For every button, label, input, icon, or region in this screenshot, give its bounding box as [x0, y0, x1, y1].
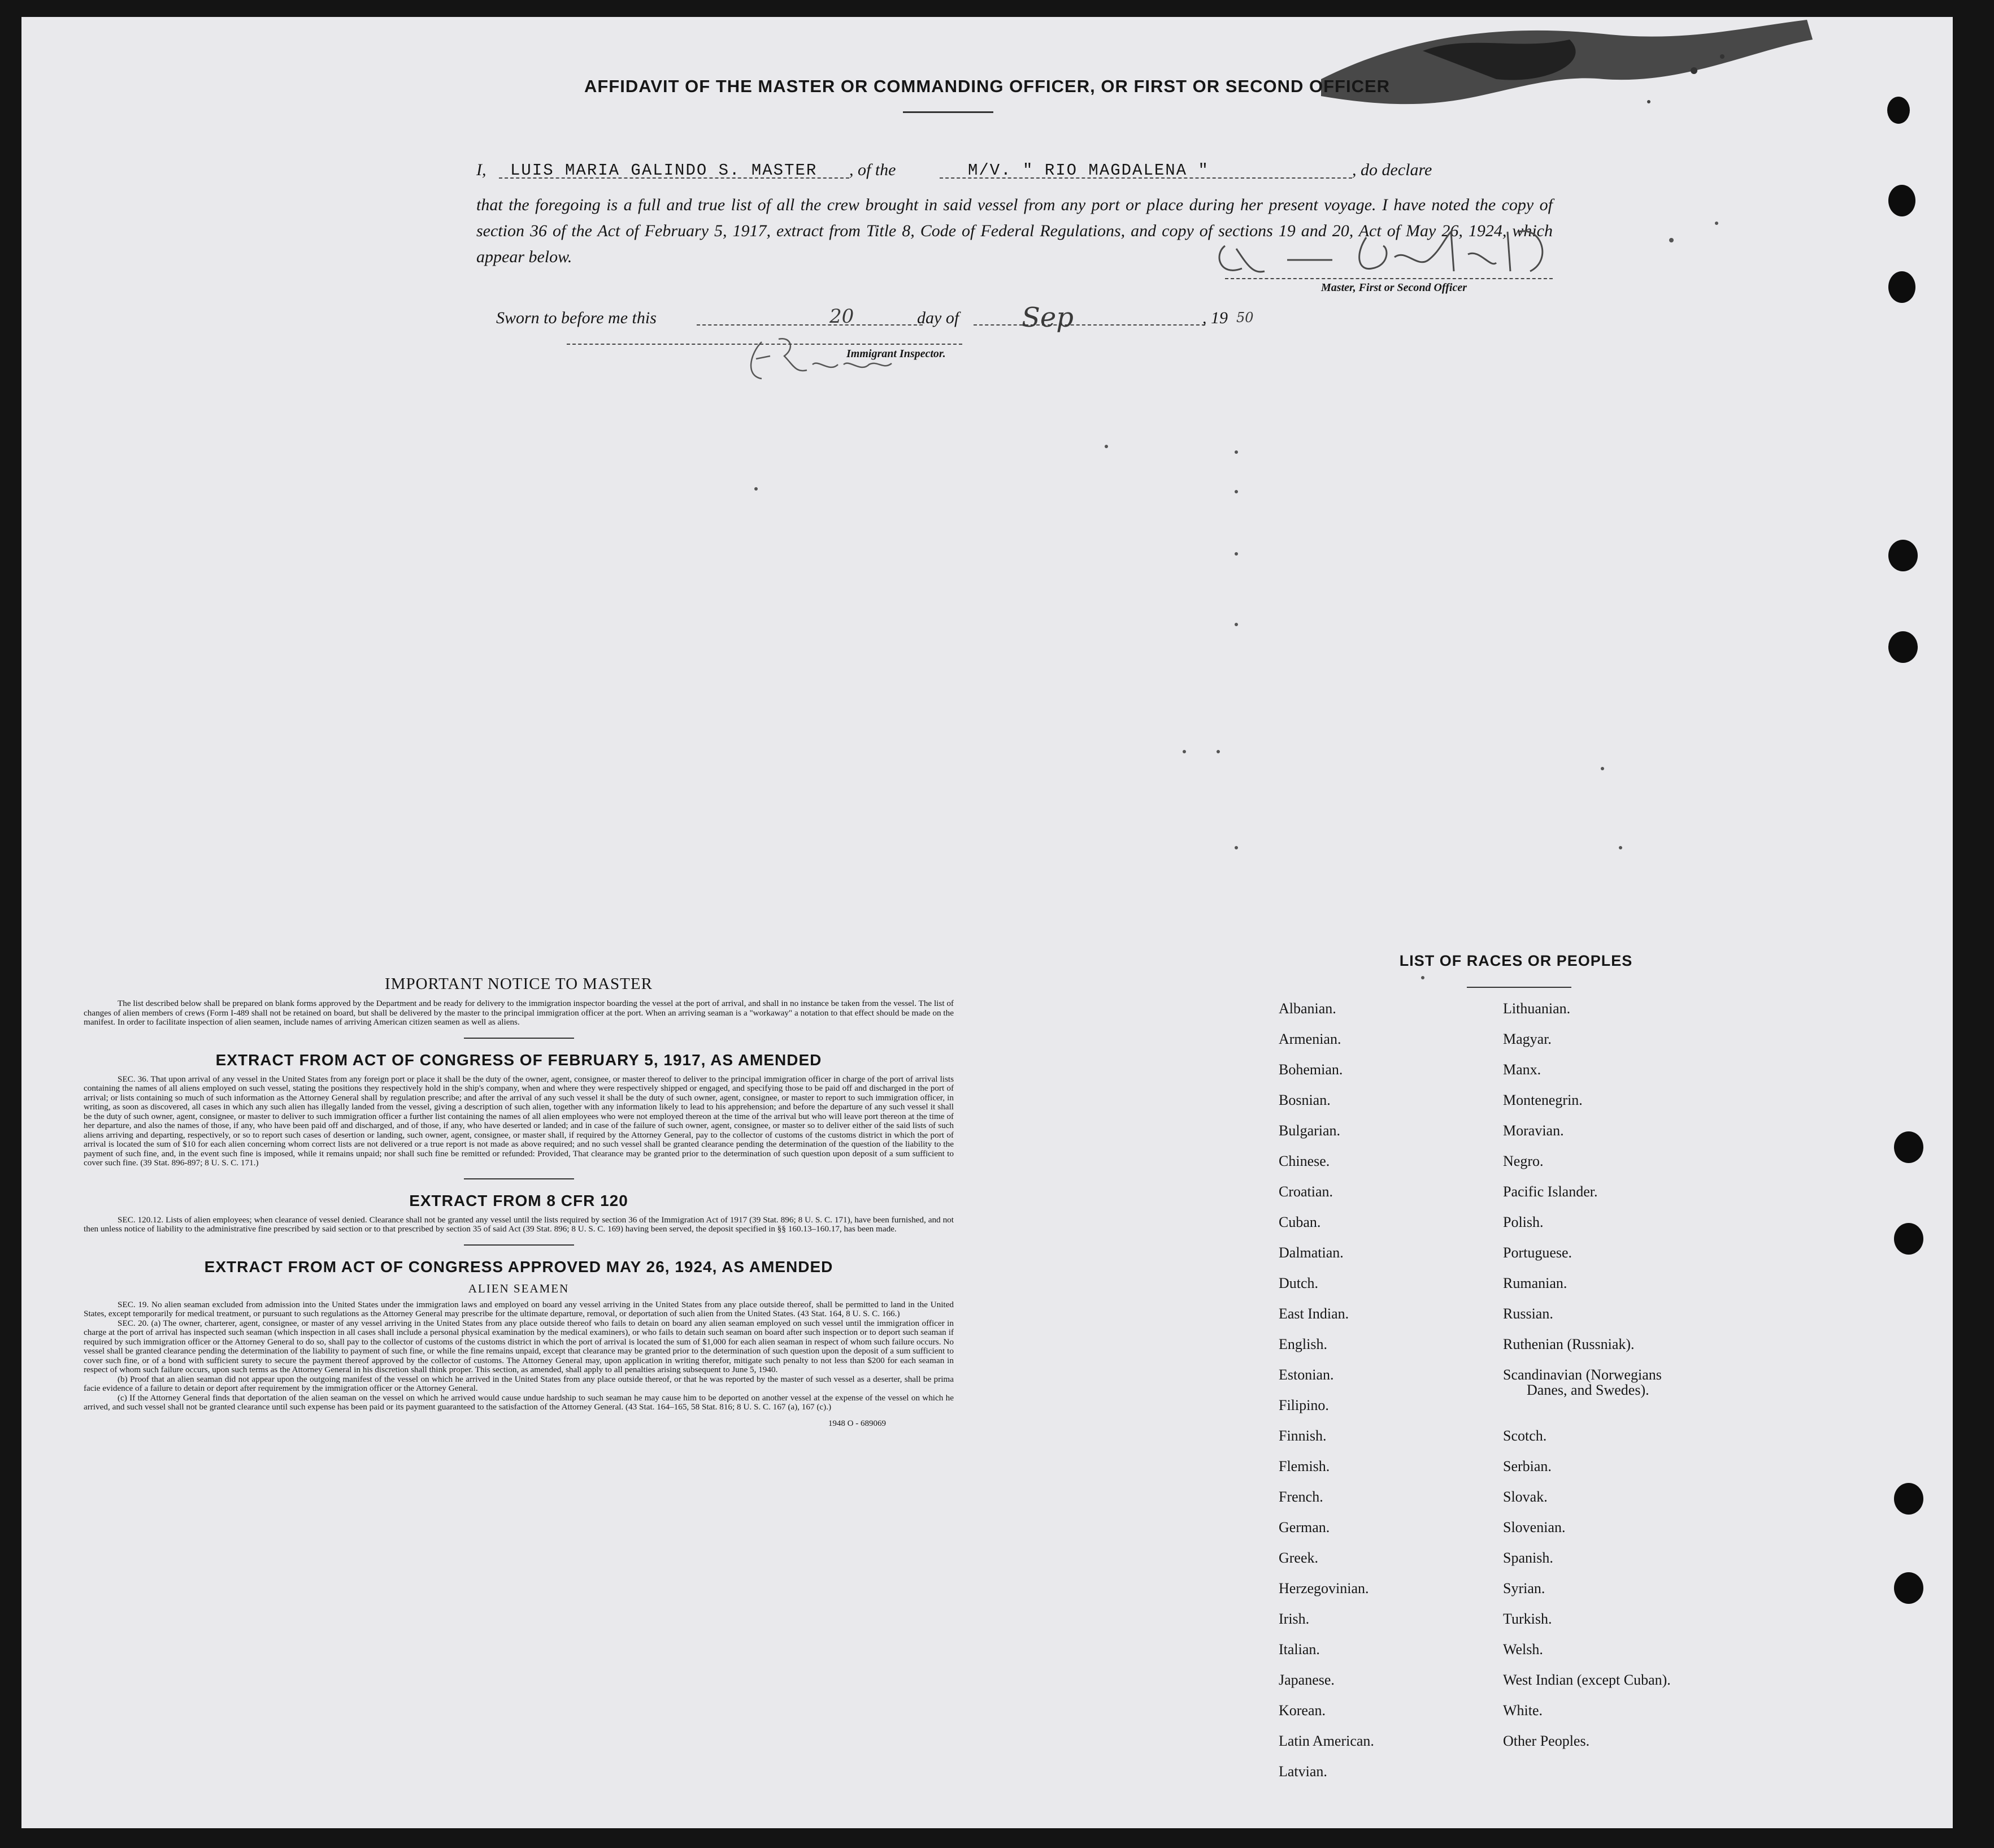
sworn-day-of: day of [917, 309, 959, 327]
race-item: French. [1279, 1489, 1323, 1505]
race-item: Turkish. [1503, 1611, 1552, 1627]
race-item: Dalmatian. [1279, 1244, 1344, 1261]
race-item: Albanian. [1279, 1000, 1336, 1017]
race-item: Negro. [1503, 1153, 1544, 1169]
race-item: Serbian. [1503, 1458, 1552, 1474]
race-item: Syrian. [1503, 1580, 1545, 1597]
race-item: Slovenian. [1503, 1519, 1566, 1535]
punch-hole [1888, 631, 1918, 663]
race-item: Slovak. [1503, 1489, 1548, 1505]
section-divider [464, 1178, 574, 1179]
race-item: Finnish. [1279, 1428, 1327, 1444]
punch-hole [1894, 1572, 1923, 1604]
race-item: Rumanian. [1503, 1275, 1567, 1291]
extract-1924-title: EXTRACT FROM ACT OF CONGRESS APPROVED MAY 26, 1924, AS AMENDED [204, 1257, 833, 1276]
race-item: Lithuanian. [1503, 1000, 1571, 1017]
race-item: Pacific Islander. [1503, 1183, 1598, 1200]
extract-1924-sec20a: SEC. 20. (a) The owner, charterer, agent, consignee, or master of any vessel arriving in the United States from any place outside thereof who fails to detain on board any alien seaman employed on such vessel until the immigration officer in charge at the port of arrival has inspected such seaman (which inspection in all cases shall include a personal physical examination by the medical examiners), or who fails to detain such seaman on board after such inspection or to deport such seaman if required by such immigration officer or the Attorney General to do so, shall pay to the collector of customs of the customs district in which the port of arrival is located the sum of $1,000 for each alien seaman in respect of whom such failure occurs. No vessel shall be granted clearance pending the determination of the liability to payment of such fine, or while the fine remains unpaid, except that clearance may be granted prior to the determination of such question upon the deposit of a sum sufficient to cover such fine, or of a bond with sufficient surety to secure the payment thereof approved by the collector of customs. The Attorney General may, upon application in writing therefor, mitigate such penalty to not less than $200 for each seaman in respect of whom such failure occurs, upon such terms as the Attorney General in his discretion shall think proper. This section, as amended, shall apply to all penalties arising subsequent to June 5, 1940. [84, 1318, 954, 1374]
declaration-body: that the foregoing is a full and true list of all the crew brought in said vessel from any port or place during her present voyage. I have noted the copy of section 36 of the Act of February 5, 1917, extract from Title 8, Code of Federal Regulations, and copy of sections 19 and 20, Act of May 26, 1924, which appear below. [476, 196, 1553, 266]
race-item: Welsh. [1503, 1641, 1543, 1658]
race-item: Irish. [1279, 1611, 1310, 1627]
title-rule [903, 111, 993, 113]
race-item: Herzegovinian. [1279, 1580, 1369, 1597]
races-right-column [1503, 1000, 1786, 1763]
races-left-column [1279, 1000, 1516, 1794]
extract-1917-title: EXTRACT FROM ACT OF CONGRESS OF FEBRUARY 5, 1917, AS AMENDED [215, 1051, 822, 1069]
race-item: Japanese. [1279, 1672, 1335, 1688]
race-item: Scotch. [1503, 1428, 1547, 1444]
extract-1924-sec19: SEC. 19. No alien seaman excluded from admission into the United States under the immigration laws and employed on board any vessel arriving in the United States from any place outside thereof, shall be permitted to land in the United States, except temporarily for medical treatment, or pursuant to such regulations as the Attorney General may prescribe for the ultimate departure, removal, or deportation of such alien from the United States. (43 Stat. 164, 8 U. S. C. 166.) [84, 1299, 954, 1318]
race-item: Dutch. [1279, 1275, 1319, 1291]
race-item: Greek. [1279, 1550, 1319, 1566]
notice-section [84, 975, 954, 1429]
punch-hole [1887, 97, 1910, 124]
races-title: LIST OF RACES OR PEOPLES [1399, 952, 1633, 969]
race-item: Ruthenian (Russniak). [1503, 1336, 1635, 1352]
declaration-i: I, [476, 160, 486, 179]
sworn-month: Sep [1022, 302, 1074, 333]
punch-hole [1888, 540, 1918, 571]
sworn-year-prefix: , 19 [1202, 309, 1228, 327]
race-item: West Indian (except Cuban). [1503, 1672, 1671, 1688]
race-item: Filipino. [1279, 1397, 1329, 1413]
race-item: Bohemian. [1279, 1061, 1343, 1078]
race-item: Bosnian. [1279, 1092, 1331, 1108]
extract-1924-sec20b: (b) Proof that an alien seaman did not appear upon the outgoing manifest of the vessel on which he arrived in the United States from any place outside thereof, or that he was reported by the master of such vessel as a deserter, shall be prima facie evidence of a failure to detain or deport after requirement by the immigration officer or the Attorney General. [84, 1374, 954, 1393]
print-code: 1948 O - 689069 [828, 1418, 886, 1428]
section-divider [464, 1244, 574, 1246]
race-item: Korean. [1279, 1702, 1326, 1719]
vessel-name-line [940, 177, 1352, 179]
race-item: Montenegrin. [1503, 1092, 1583, 1108]
race-item-subline: Danes, and Swedes). [1527, 1382, 1649, 1398]
declaration-of-the: , of the [849, 160, 896, 179]
race-item: German. [1279, 1519, 1330, 1535]
declaration-do-declare: , do declare [1352, 160, 1432, 179]
races-rule [1467, 987, 1571, 988]
master-name: LUIS MARIA GALINDO S. MASTER [510, 161, 818, 180]
punch-hole [1894, 1483, 1923, 1515]
race-item: East Indian. [1279, 1305, 1349, 1322]
master-caption: Master, First or Second Officer [1321, 281, 1467, 294]
sworn-line [496, 294, 1344, 333]
race-item: White. [1503, 1702, 1543, 1719]
punch-hole [1888, 271, 1915, 303]
race-item: Latin American. [1279, 1733, 1374, 1749]
punch-hole [1894, 1223, 1923, 1255]
race-item: Magyar. [1503, 1031, 1552, 1047]
race-item: Scandinavian (Norwegians [1503, 1367, 1662, 1383]
race-item: Armenian. [1279, 1031, 1341, 1047]
race-item: Spanish. [1503, 1550, 1553, 1566]
race-item: Italian. [1279, 1641, 1320, 1658]
race-item-continued [1503, 1382, 1786, 1428]
master-name-line [499, 177, 849, 179]
race-item: Bulgarian. [1279, 1122, 1341, 1139]
sworn-day: 20 [829, 305, 854, 328]
extract-1917-text: SEC. 36. That upon arrival of any vessel in the United States from any foreign port or place it shall be the duty of the owner, agent, consignee, or master thereof to deliver to the principal immigration officer in charge of the port of arrival lists containing the names of all aliens employed on such vessel, stating the positions they respectively hold in the ship's company, when and where they were respectively shipped or engaged, and specifying those to be paid off and discharged in the port of arrival; or lists containing so much of such information as the Attorney General shall by regulation prescribe; and after the arrival of any such vessel it shall be the duty of such owner, agent, consignee, or master to report to such immigration officer, in writing, as soon as discovered, all cases in which any such alien has illegally landed from the vessel, giving a description of such alien, together with any information likely to lead to his apprehension; and before the departure of any such vessel it shall be the duty of such owner, agent, consignee, or master to deliver to such immigration officer a further list containing the names of all alien employees who were not employed thereon at the time of the arrival but who will leave port thereon at the time of her departure, and also the names of those, if any, who have been paid off and discharged, and of those, if any, who have deserted or landed; and in case of the failure of such owner, agent, consignee, or master so to deliver either of the said lists of such aliens arriving and departing, respectively, or so to report such cases of desertion or landing, such owner, agent, consignee, or master shall, if required by the Attorney General, pay to the collector of customs of the customs district in which the port of arrival is located the sum of $10 for each alien concerning whom correct lists are not delivered or a true report is not made as above required; and no such vessel shall be granted clearance pending the determination of the question of the liability to the payment of such fine, and, in the event such fine is imposed, while it remains unpaid; nor shall such fine be remitted or refunded: Provided, That clearance may be granted prior to the determination of such question upon deposit of a sum sufficient to cover such fine. (39 Stat. 896-897; 8 U. S. C. 171.) [84, 1074, 954, 1168]
inspector-signature-line [567, 344, 962, 345]
extract-cfr-text: SEC. 120.12. Lists of alien employees; when clearance of vessel denied. Clearance shall not be granted any vessel until the lists required by section 36 of the Immigration Act of 1917 (39 Stat. 896; 8 U. S. C. 171), have been furnished, and not then unless notice of liability to the administrative fine prescribed by said section or to that prescribed by section 35 of said Act (39 Stat. 896; 8 U. S. C. 169) having been served, the deposit specified in §§ 160.13–160.17, has been made. [84, 1214, 954, 1234]
declaration-line [476, 153, 1553, 186]
race-item: Polish. [1503, 1214, 1544, 1230]
race-item: Cuban. [1279, 1214, 1321, 1230]
race-item: Estonian. [1279, 1367, 1334, 1383]
race-item: English. [1279, 1336, 1327, 1352]
section-divider [464, 1038, 574, 1039]
extract-cfr-title: EXTRACT FROM 8 CFR 120 [409, 1191, 628, 1209]
race-item: Croatian. [1279, 1183, 1333, 1200]
race-item: Moravian. [1503, 1122, 1564, 1139]
affidavit-title: AFFIDAVIT OF THE MASTER OR COMMANDING OFFICER, OR FIRST OR SECOND OFFICER [584, 76, 1391, 96]
race-item: Flemish. [1279, 1458, 1330, 1474]
sworn-prefix: Sworn to before me this [496, 309, 657, 327]
inspector-caption: Immigrant Inspector. [846, 348, 946, 360]
race-item: Portuguese. [1503, 1244, 1572, 1261]
master-signature-line [1225, 278, 1553, 279]
extract-1924-sec20c: (c) If the Attorney General finds that deportation of the alien seaman on the vessel on which he arrived would cause undue hardship to such seaman he may cause him to be deported on another vessel at the expense of the vessel on which he arrived, and such vessel shall not be granted clearance until such expense has been paid or its payment guaranteed to the satisfaction of the Attorney General. (43 Stat. 164–165, 58 Stat. 816; 8 U. S. C. 167 (a), 167 (c).) [84, 1392, 954, 1412]
race-item: Russian. [1503, 1305, 1553, 1322]
race-item: Manx. [1503, 1061, 1541, 1078]
race-item: Latvian. [1279, 1763, 1327, 1780]
punch-hole [1894, 1131, 1923, 1163]
notice-text: The list described below shall be prepared on blank forms approved by the Department and be ready for delivery to the immigration inspector boarding the vessel at the port of arrival, and shall in no instance be taken from the vessel. The list of changes of alien members of crews (Form I-489 shall not be retained on board, but shall be delivered by the master to the principal immigration officer at the port. When an arriving seaman is a "workaway" a notation to that effect should be made on the manifest. In order to facilitate inspection of alien seamen, include names of arriving American citizen seamen as well as aliens. [84, 999, 954, 1027]
document-page [21, 17, 1953, 1828]
extract-1924-subtitle: ALIEN SEAMEN [468, 1281, 570, 1295]
race-item: Chinese. [1279, 1153, 1330, 1169]
punch-hole [1888, 185, 1915, 216]
notice-title: IMPORTANT NOTICE TO MASTER [385, 975, 653, 993]
sworn-month-line [974, 324, 1205, 326]
race-item: Other Peoples. [1503, 1733, 1590, 1749]
sworn-year-suffix: 50 [1236, 310, 1254, 326]
vessel-name: M/V. " RIO MAGDALENA " [968, 161, 1209, 180]
